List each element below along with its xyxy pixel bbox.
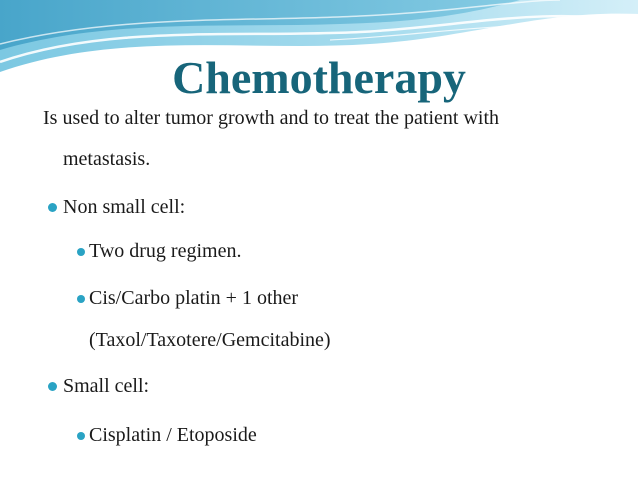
bullet-icon: [48, 382, 57, 391]
sub-bullet-cis-carbo-line-2: (Taxol/Taxotere/Gemcitabine): [89, 329, 331, 351]
intro-line-1: Is used to alter tumor growth and to treat the patient with: [43, 107, 499, 129]
sub-bullet-cisplatin: Cisplatin / Etoposide: [89, 424, 257, 446]
sub-bullet-icon: [77, 432, 85, 440]
sub-bullet-icon: [77, 248, 85, 256]
bullet-small-cell: Small cell:: [63, 375, 150, 397]
bullet-icon: [48, 203, 57, 212]
sub-bullet-cis-carbo-line-1: Cis/Carbo platin + 1 other: [89, 287, 299, 309]
slide-title: Chemotherapy: [172, 52, 466, 103]
sub-bullet-two-drug: Two drug regimen.: [89, 240, 242, 262]
sub-bullet-icon: [77, 295, 85, 303]
intro-line-2: metastasis.: [63, 148, 151, 170]
bullet-non-small-cell: Non small cell:: [63, 196, 186, 218]
